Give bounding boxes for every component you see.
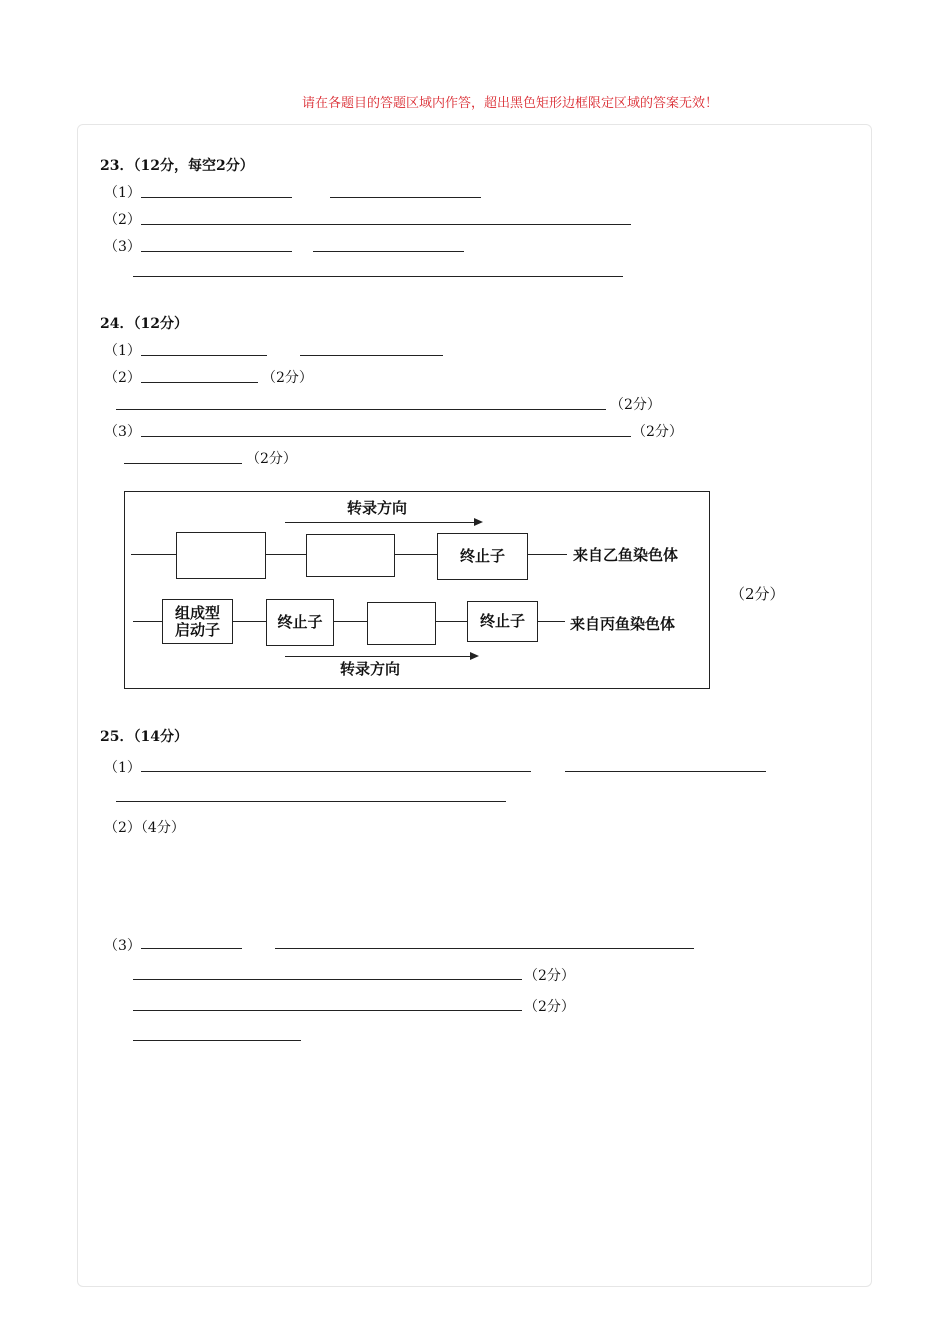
q23-part1-label: （1）	[104, 185, 141, 201]
q23-part3-label: （3）	[104, 239, 141, 255]
q24-part2-blank-a[interactable]	[141, 382, 258, 383]
q25-part2-label: （2）（4分）	[104, 820, 185, 836]
row1-direction-arrow	[285, 522, 481, 523]
row2-promoter-box: 组成型 启动子	[162, 599, 233, 644]
q24-part1-label: （1）	[104, 343, 141, 359]
diagram-score: （2分）	[730, 585, 785, 603]
q23-part1-blank-b[interactable]	[330, 197, 481, 198]
q25-part1-blank-b[interactable]	[565, 771, 766, 772]
q25-title: 25．（14分）	[100, 729, 188, 745]
row2-wire	[333, 621, 368, 622]
row1-source-label: 来自乙鱼染色体	[573, 546, 679, 564]
row1-wire	[265, 554, 307, 555]
q25-part3-score-2: （2分）	[524, 999, 575, 1015]
q24-part2-label: （2）	[104, 370, 141, 386]
q24-part2-score: （2分）	[262, 370, 313, 386]
row2-direction-label: 转录方向	[340, 660, 401, 678]
row1-blank-box-2[interactable]	[306, 534, 395, 577]
row2-wire	[435, 621, 468, 622]
row2-source-label: 来自丙鱼染色体	[570, 615, 676, 633]
q23-part2-label: （2）	[104, 212, 141, 228]
q24-part2-blank-b[interactable]	[116, 409, 606, 410]
row1-blank-box-1[interactable]	[176, 532, 266, 579]
row1-wire	[131, 554, 177, 555]
q23-part3-blank-a[interactable]	[141, 251, 292, 252]
row2-terminator-box-1: 终止子	[266, 599, 334, 646]
q23-title: 23．（12分，每空2分）	[100, 158, 254, 174]
gene-construct-diagram	[124, 491, 710, 689]
q24-part1-blank-b[interactable]	[300, 355, 443, 356]
q24-part2b-score: （2分）	[610, 397, 661, 413]
answer-frame	[77, 124, 872, 1287]
row1-terminator-box: 终止子	[437, 533, 528, 580]
q24-part1-blank-a[interactable]	[141, 355, 267, 356]
q25-part3-blank-a[interactable]	[141, 948, 242, 949]
q25-part1-blank-a[interactable]	[141, 771, 531, 772]
q24-part3b-score: （2分）	[246, 451, 297, 467]
q23-part2-blank[interactable]	[141, 224, 631, 225]
row2-wire	[133, 621, 163, 622]
q23-part3-blank-c[interactable]	[133, 276, 623, 277]
q25-part3-blank-d[interactable]	[133, 1010, 522, 1011]
q25-part3-blank-b[interactable]	[275, 948, 694, 949]
row1-direction-label: 转录方向	[347, 499, 408, 517]
q23-part1-blank-a[interactable]	[141, 197, 292, 198]
row1-wire	[394, 554, 438, 555]
row2-direction-arrow	[285, 656, 477, 657]
q25-part3-blank-c[interactable]	[133, 979, 522, 980]
q25-part1-blank-c[interactable]	[116, 801, 506, 802]
row2-blank-box[interactable]	[367, 602, 436, 645]
q24-title: 24．（12分）	[100, 316, 188, 332]
row1-wire	[527, 554, 567, 555]
q24-part3-score: （2分）	[632, 424, 683, 440]
q24-part3-blank-b[interactable]	[124, 463, 242, 464]
q24-part3-blank-a[interactable]	[141, 436, 631, 437]
q23-part3-blank-b[interactable]	[313, 251, 464, 252]
answer-area-notice: 请在各题目的答题区域内作答，超出黑色矩形边框限定区域的答案无效！	[301, 96, 718, 111]
q25-part3-blank-e[interactable]	[133, 1040, 301, 1041]
q25-part1-label: （1）	[104, 760, 141, 776]
q24-part3-label: （3）	[104, 424, 141, 440]
row2-wire	[232, 621, 267, 622]
q25-part3-label: （3）	[104, 938, 141, 954]
row2-wire	[537, 621, 565, 622]
row2-terminator-box-2: 终止子	[467, 601, 538, 642]
q25-part3-score-1: （2分）	[524, 968, 575, 984]
